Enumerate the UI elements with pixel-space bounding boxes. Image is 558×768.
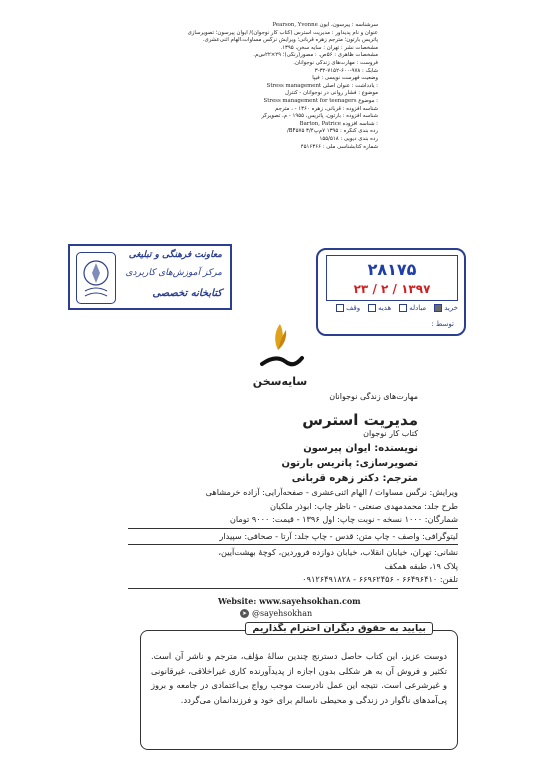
library-emblem-icon xyxy=(76,252,116,304)
accession-number: ۲۸۱۷۵ xyxy=(367,260,417,279)
copyright-notice xyxy=(140,623,458,750)
stamp-line-1: معاونت فرهنگی و تبلیغی xyxy=(128,250,222,260)
option-label: وقف xyxy=(346,304,361,312)
catalog-row: شناسه افزوده : بارتون، پاتریس، ۱۹۵۵ - م، تصویرگر xyxy=(261,113,378,120)
acquisition-option xyxy=(336,304,360,312)
acquisition-options xyxy=(336,304,458,312)
acquisition-option xyxy=(399,304,426,312)
catalog-row xyxy=(180,98,378,106)
catalog-row: مشخصات نشر : تهران : سایه سخن، ۱۳۹۵. xyxy=(280,44,378,51)
catalog-row: پاتریس بارتون؛ مترجم زهره قربانی؛ ویرایش نرگس مساوات،الهام اثنی‌عشری. xyxy=(202,37,378,44)
catalog-row xyxy=(180,22,378,30)
catalog-row xyxy=(180,121,378,129)
credits-edit: ویرایش: نرگس مساوات / الهام اثنی‌عشری - صفحه‌آرایی: آزاده خرمشاهی xyxy=(205,487,458,497)
stamp-line-2: مرکز آموزش‌های کاربردی xyxy=(125,268,222,278)
notice-body: دوست عزیز، این کتاب حاصل دسترنج چندین سالهٔ مؤلف، مترجم و ناشر آن است. تکثیر و فروش آن به هر شکلی بدون اجازه از پدیدآورنده کاری غیراخلاقی، غیرقانونی و غیرشرعی است. نتیجه این عمل نادرست موجب رواج بی‌اعتمادی در جامعه و بروز پی‌آمدهای ناگوار در زندگی و محیطی ناسالم برای خود و فرزندانمان می‌گردد. xyxy=(151,651,447,705)
catalog-row: عنوان و نام پدیدآور : مدیریت استرس (کتاب کار نوجوان)/ ایوان پیرسون؛ تصویرسازی xyxy=(187,29,378,36)
book-title: مدیریت استرس xyxy=(302,411,418,429)
option-checkbox xyxy=(434,304,442,312)
catalog-row: وضعیت فهرست نویسی : فیپا xyxy=(312,75,378,82)
catalog-row: شناسه افزوده : قربانی، زهره ۱۳۶۰ - ، مترجم xyxy=(275,105,378,112)
credits-litho: لیتوگرافی: واصف - چاپ متن: قدس - چاپ جلد: آرتا - صحافی: سپیدار xyxy=(219,530,458,541)
stamp-number-box xyxy=(326,255,458,301)
catalog-row xyxy=(180,83,378,91)
catalog-row: رده بندی دیویی : ۱۵۵/۵۱۸ xyxy=(319,135,378,142)
catalog-row-label: یادداشت : عنوان اصلی : xyxy=(321,82,378,89)
stamp-line-3: کتابخانه تخصصی xyxy=(152,288,222,299)
acquisition-option xyxy=(368,304,391,312)
catalog-row: موضوع : فشار روانی در نوجوانان - کنترل xyxy=(284,90,378,97)
translator-line: مترجم: دکتر زهره قربانی xyxy=(291,473,418,484)
credits-phone: تلفن: ۶۶۴۹۶۴۱۰ - ۶۶۹۶۲۴۵۶ - ۰۹۱۲۶۴۹۱۸۲۸ xyxy=(302,574,458,584)
catalog-row-en: Stress management for teenagers xyxy=(263,97,357,104)
divider xyxy=(128,528,458,529)
option-checkbox xyxy=(368,304,376,312)
option-label: هدیه xyxy=(378,304,392,312)
credits-design: طرح جلد: محمدمهدی صنعتی - ناظر چاپ: ابوذر ملکیان xyxy=(270,500,458,511)
publisher-name: سایه‌سخن xyxy=(252,375,308,388)
catalog-row: مشخصات ظاهری : ۵۶ص. : مصور(رنگی)؛ ۲۹×۲۲س‌م. xyxy=(253,52,378,59)
catalog-row-label: سرشناسه : پیرسون، ایون xyxy=(317,22,378,28)
catalog-row: شماره کتابشناسی ملی : ۴۵۱۶۳۶۶ xyxy=(300,143,378,150)
book-subtitle: کتاب کار نوجوان xyxy=(363,429,418,438)
catalog-row-en: Barton, Patrice xyxy=(299,120,341,127)
credits-address-2: پلاک ۱۹، طبقه همکف xyxy=(384,560,458,571)
telegram-text: @sayehsokhan xyxy=(252,609,313,618)
credits-block xyxy=(128,486,458,590)
library-stamp xyxy=(68,244,232,310)
catalog-row: شابک : ۹۷۸-۶۰۰-۷۱۵۲-۳۲-۳ xyxy=(314,67,378,74)
option-checkbox xyxy=(399,304,407,312)
telegram-icon: ➤ xyxy=(241,610,248,617)
acquisition-stamp xyxy=(316,248,466,336)
divider xyxy=(128,588,458,589)
telegram-handle[interactable] xyxy=(240,609,312,618)
book-info xyxy=(281,392,418,486)
website-link[interactable]: Website: www.sayehsokhan.com xyxy=(218,596,361,606)
acquisition-option xyxy=(434,304,458,312)
catalog-row-en: Stress management xyxy=(266,82,322,89)
catalog-row-label: شناسه افزوده : xyxy=(340,120,378,127)
option-label: خرید xyxy=(444,304,458,312)
credits-print: شمارگان: ۱۰۰۰ نسخه - نوبت چاپ: اول ۱۳۹۶ - قیمت: ۹۰۰۰ تومان xyxy=(229,514,458,524)
option-label: مبادله xyxy=(409,304,427,312)
catalog-block xyxy=(180,22,378,151)
credits-address-1: نشانی: تهران، خیابان انقلاب، خیابان دوازده فروردین، کوچهٔ بهشت‌آیین، xyxy=(218,547,458,557)
stamp-by-label: توسط : xyxy=(431,320,454,328)
accession-date: ۱۳۹۷ / ۲ / ۲۳ xyxy=(353,282,431,296)
author-line: نویسنده: ایوان پیرسون xyxy=(303,443,418,454)
notice-heading: بیایید به حقوق دیگران احترام بگذاریم xyxy=(245,622,433,635)
catalog-row: رده بندی کنگره : ۱۳۹۵ ۷م‌پ۴/BF۵۷۵ ۳/ xyxy=(287,128,378,135)
catalog-row-label: موضوع : xyxy=(356,97,378,104)
illustrator-line: تصویرسازی: پاتریس بارتون xyxy=(281,458,418,469)
series-name: مهارت‌های زندگی نوجوانان xyxy=(329,392,418,401)
divider xyxy=(128,544,458,545)
catalog-row: فروست : مهارت‌های زندگی نوجوانان. xyxy=(293,59,378,66)
catalog-row-en: Pearson, Yvonne xyxy=(272,22,318,28)
option-checkbox xyxy=(336,304,344,312)
